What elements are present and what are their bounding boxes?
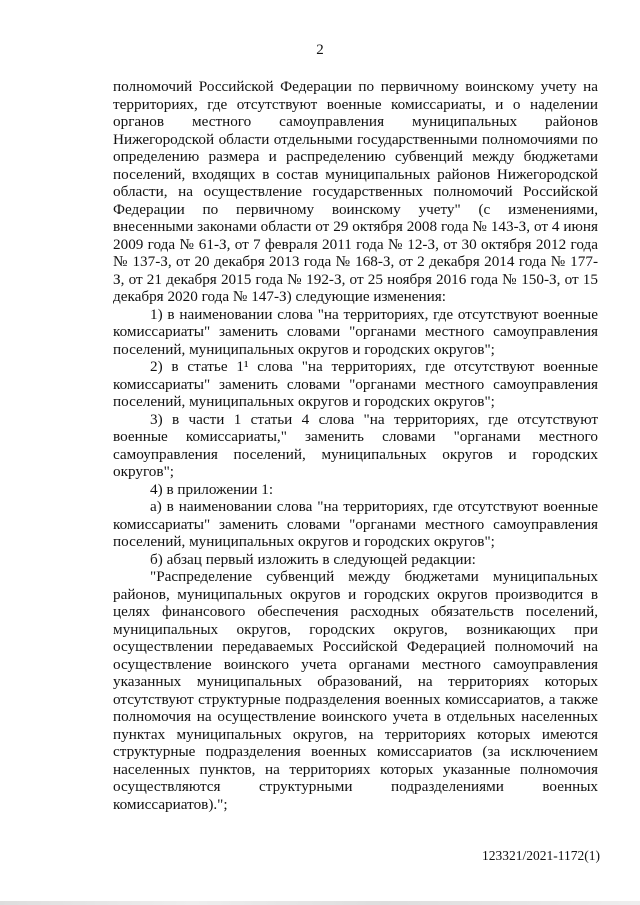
- paragraph: 4) в приложении 1:: [150, 480, 274, 498]
- paragraph: б) абзац первый изложить в следующей редакции:: [150, 550, 476, 568]
- paragraph: полномочий Российской Федерации по первичному воинскому учету на территориях, где отсутствуют военные комиссариаты, и о наделении органов местного самоуправления муниципальных районов Нижегородской области отдельными государственными полномочиями по определению размера и распределению субвенций между бюджетами поселений, входящих в состав муниципальных районов Нижегородской области, на осуществление государственных полномочий Российской Федерации по первичному воинскому учету" (с изменениями, внесенными законами области от 29 октября 2008 года № 143-З, от 4 июня 2009 года № 61-З, от 7 февраля 2011 года № 12-З, от 30 октября 2012 года № 137-З, от 20 декабря 2013 года № 168-З, от 2 декабря 2014 года № 177-З, от 21 декабря 2015 года № 192-З, от 25 ноября 2016 года № 150-З, от 15 декабря 2020 года № 147-З) следующие изменения:: [113, 78, 598, 305]
- page-number: 2: [316, 42, 324, 58]
- paragraph: 3) в части 1 статьи 4 слова "на территориях, где отсутствуют военные комиссариаты," заменить словами "органами местного самоуправления поселений, муниципальных округов и городских округов";: [113, 410, 598, 480]
- document-code: 123321/2021-1172(1): [482, 848, 600, 863]
- paragraph: а) в наименовании слова "на территориях, где отсутствуют военные комиссариаты" заменить словами "органами местного самоуправления поселений, муниципальных округов и городских округов";: [113, 498, 598, 550]
- paragraph: "Распределение субвенций между бюджетами муниципальных районов, муниципальных округов и городских округов производится в целях финансового обеспечения расходных обязательств поселений, муниципальных округов, городских округов, возникающих при осуществлении передаваемых Российской Федерацией полномочий на осуществление воинского учета органами местного самоуправления указанных муниципальных образований, на территориях которых отсутствуют структурные подразделения военных комиссариатов, а также полномочия на осуществление воинского учета в отдельных населенных пунктах муниципальных округов, на территориях которых имеются структурные подразделения военных комиссариатов (за исключением населенных пунктов, на территориях которых указанные полномочия осуществляются структурными подразделениями военных комиссариатов).";: [113, 568, 598, 813]
- paragraph: 1) в наименовании слова "на территориях, где отсутствуют военные комиссариаты" заменить словами "органами местного самоуправления поселений, муниципальных округов и городских округов";: [113, 305, 598, 358]
- paragraph: 2) в статье 1¹ слова "на территориях, где отсутствуют военные комиссариаты" заменить словами "органами местного самоуправления поселений, муниципальных округов и городских округов";: [113, 358, 598, 410]
- scan-edge: [0, 901, 640, 905]
- document-body: [113, 78, 598, 813]
